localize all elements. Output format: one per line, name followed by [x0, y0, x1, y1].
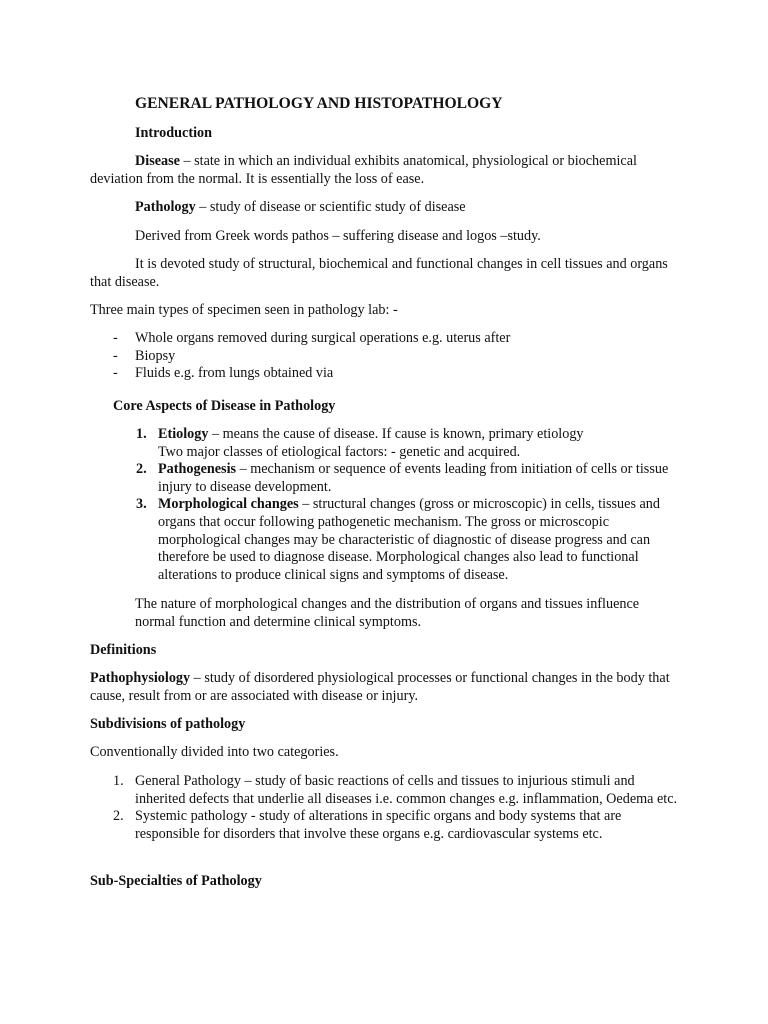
derived-text: Derived from Greek words pathos – suffering disease and logos –study. — [135, 228, 541, 244]
specimen-list — [90, 330, 680, 383]
list-item: - Whole organs removed during surgical operations e.g. uterus after — [113, 330, 511, 346]
page-title: GENERAL PATHOLOGY AND HISTOPATHOLOGY — [135, 95, 503, 112]
pathology-definition: Pathology – study of disease or scientific study of disease — [135, 199, 466, 215]
pathophysiology-term: Pathophysiology — [90, 670, 191, 686]
list-item: 2. Pathogenesis – mechanism or sequence of events leading from initiation of cells or tissue injury to disease development. — [136, 461, 669, 495]
list-item: - Fluids e.g. from lungs obtained via — [113, 365, 334, 382]
introduction-heading: Introduction — [135, 125, 212, 141]
list-item: 2. Systemic pathology - study of alterations in specific organs and body systems that are responsible for disorders that involve these organs e.g. cardiovascular systems etc. — [113, 808, 622, 842]
core-aspects-list — [136, 426, 680, 584]
subdivisions-heading: Subdivisions of pathology — [90, 716, 246, 732]
nature-text: The nature of morphological changes and the distribution of organs and tissues influence normal function and determine clinical symptoms. — [135, 596, 640, 630]
pathophysiology-definition: Pathophysiology – study of disordered physiological processes or functional changes in the body that cause, result from or are associated with disease or injury. — [90, 670, 670, 704]
disease-term: Disease — [135, 153, 180, 169]
definitions-heading: Definitions — [90, 642, 157, 658]
list-item: 1. General Pathology – study of basic reactions of cells and tissues to injurious stimuli and inherited defects that underlie all diseases i.e. common changes e.g. inflammation, Oedema etc. — [113, 773, 678, 807]
list-item: 3. Morphological changes – structural changes (gross or microscopic) in cells, tissues and organs that occur following pathogenetic mechanism. The gross or microscopic morphological changes may be characteristic of diagnostic of disease progress and can therefore be used to diagnose disease. Morphological changes also lead to functional alterations to produce clinical signs and symptoms of disease. — [136, 496, 660, 583]
core-aspects-heading: Core Aspects of Disease in Pathology — [113, 398, 336, 414]
devoted-text: It is devoted study of structural, biochemical and functional changes in cell tissues and organs that disease. — [90, 256, 668, 290]
pathology-term: Pathology — [135, 199, 196, 215]
specimen-intro: Three main types of specimen seen in pathology lab: - — [90, 302, 398, 318]
subdivisions-list — [113, 773, 680, 843]
list-item: - Biopsy — [113, 347, 176, 364]
disease-definition: Disease – state in which an individual exhibits anatomical, physiological or biochemical deviation from the normal. It is essentially the loss of ease. — [90, 153, 637, 187]
list-item: 1. Etiology – means the cause of disease. If cause is known, primary etiology Two major classes of etiological factors: - genetic and acquired. — [136, 426, 584, 460]
conventionally-text: Conventionally divided into two categories. — [90, 744, 339, 760]
subspecialties-heading: Sub-Specialties of Pathology — [90, 873, 262, 889]
